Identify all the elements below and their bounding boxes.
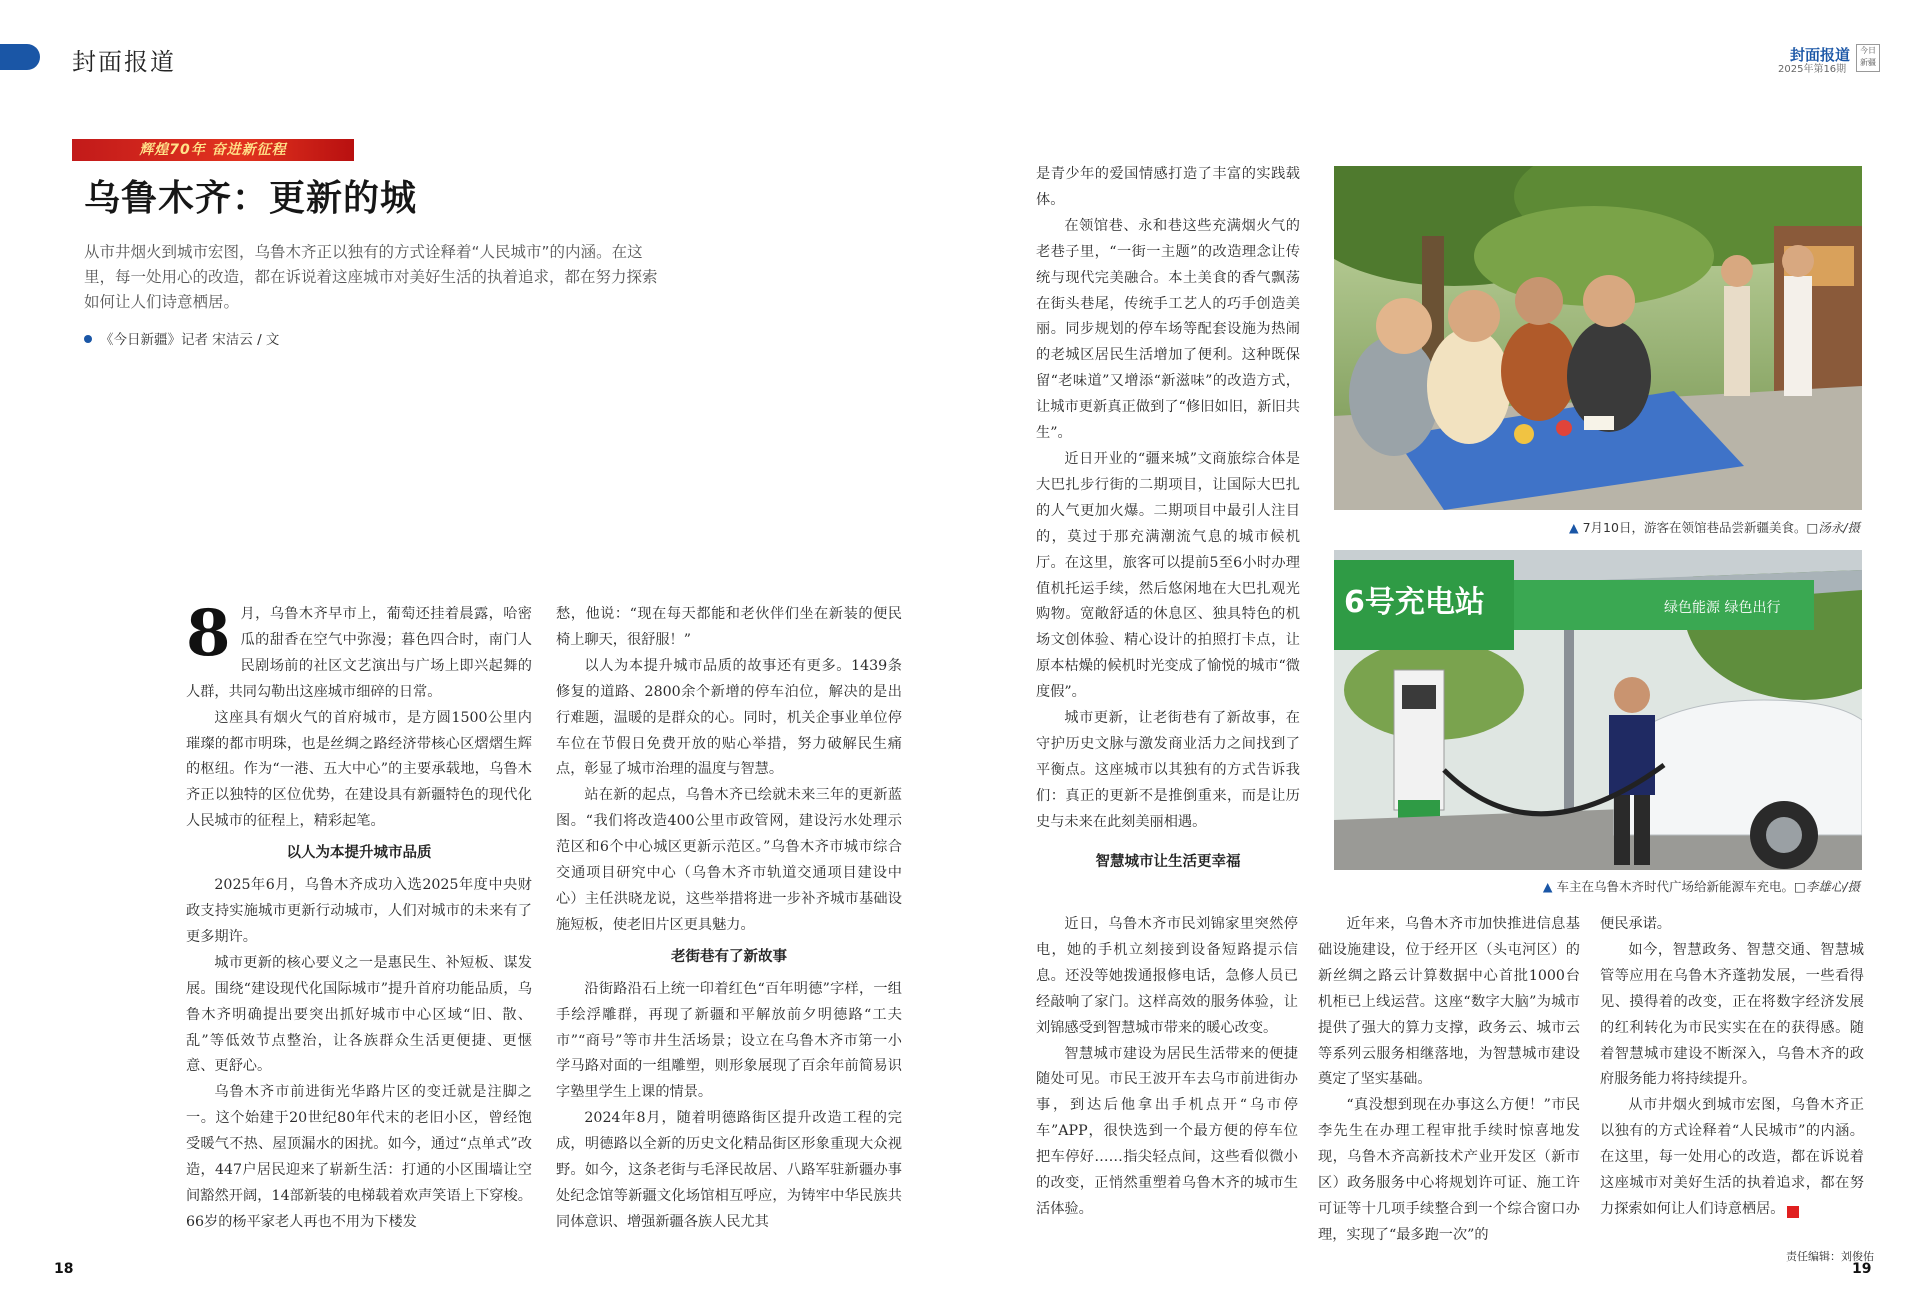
caption-text: 7月10日，游客在领馆巷品尝新疆美食。 [1582, 520, 1807, 535]
section-heading: 以人为本提升城市品质 [286, 845, 432, 862]
paragraph: 近日，乌鲁木齐市民刘锦家里突然停电，她的手机立刻接到设备短路提示信息。还没等她拨通报修电话，急修人员已经敲响了家门。这样高效的服务体验，让刘锦感受到智慧城市带来的暖心改变。 [1036, 916, 1298, 1036]
caption-triangle-icon: ▲ [1542, 879, 1553, 894]
section-heading: 老街巷有了新故事 [671, 948, 787, 965]
column-1 [186, 596, 532, 1236]
caption-text: 车主在乌鲁木齐时代广场给新能源车充电。 [1556, 879, 1794, 894]
paragraph: 愁，他说：“现在每天都能和老伙伴们坐在新装的便民椅上聊天，很舒服！” [556, 606, 902, 648]
paragraph: 近年来，乌鲁木齐市加快推进信息基础设施建设，位于经开区（头屯河区）的新丝绸之路云计算数据中心首批1000台机柜已上线运营。这座“数字大脑”为城市提供了强大的算力支撑，政务云、城市云等系列云服务相继落地，为智慧城市建设奠定了坚实基础。 [1318, 916, 1580, 1088]
column-5 [1318, 912, 1580, 1249]
paragraph-text: 从市井烟火到城市宏图，乌鲁木齐正以独有的方式诠释着“人民城市”的内涵。在这里，每一处用心的改造，都在诉说着这座城市对美好生活的执着追求，都在努力探索如何让人们诗意栖居。 [1600, 1097, 1864, 1217]
section-title-right: 封面报道 [1790, 46, 1851, 64]
charging-station-slogan: 绿色能源 绿色出行 [1664, 600, 1781, 616]
page-number-left: 18 [54, 1261, 74, 1277]
column-3 [1036, 162, 1300, 881]
paragraph: 城市更新的核心要义之一是惠民生、补短板、谋发展。围绕“建设现代化国际城市”提升首府功能品质，乌鲁木齐明确提出要突出抓好城市中心区域“旧、散、乱”等低效节点整治，让各族群众生活更便捷、更惬意、更舒心。 [186, 954, 532, 1075]
paragraph: 是青少年的爱国情感打造了丰富的实践载体。 [1036, 166, 1300, 208]
paragraph: 站在新的起点，乌鲁木齐已绘就未来三年的更新蓝图。“我们将改造400公里市政管网，建设污水处理示范区和6个中心城区更新示范区。”乌鲁木齐市城市综合交通项目研究中心（乌鲁木齐市轨道交通项目建设中心）主任洪晓龙说，这些举措将进一步补齐城市基础设施短板，使老旧片区更具魅力。 [556, 787, 902, 933]
paragraph [1600, 1093, 1864, 1223]
section-heading: 智慧城市让生活更幸福 [1095, 853, 1241, 870]
photo-caption-2 [1334, 877, 1860, 895]
paragraph: 近日开业的“疆来城”文商旅综合体是大巴扎步行街的二期项目，让国际大巴扎的人气更加火爆。二期项目中最引人注目的，莫过于那充满潮流气息的城市候机厅。在这里，旅客可以提前5至6小时办理值机托运手续，然后悠闲地在大巴扎观光购物。宽敞舒适的休息区、独具特色的机场文创体验、精心设计的拍照打卡点，让原本枯燥的候机时光变成了愉悦的城市“微度假”。 [1036, 450, 1300, 701]
caption-triangle-icon: ▲ [1568, 520, 1579, 535]
photo-street-food-image [1334, 166, 1862, 510]
paragraph: 沿街路沿石上统一印着红色“百年明德”字样，一组手绘浮雕群，再现了新疆和平解放前夕明德路“工夫市”“商号”等市井生活场景；设立在乌鲁木齐市第一小学马路对面的一组雕塑，则形象展现了百余年前简易识字塾里学生上课的情景。 [556, 980, 902, 1101]
paragraph: 乌鲁木齐市前进街光华路片区的变迁就是注脚之一。这个始建于20世纪80年代末的老旧小区，曾经饱受暖气不热、屋顶漏水的困扰。如今，通过“点单式”改造，447户居民迎来了崭新生活：打通的小区围墙让空间豁然开阔，14部新装的电梯载着欢声笑语上下穿梭。66岁的杨平家老人再也不用为下楼发 [186, 1084, 532, 1230]
article-title: 乌鲁木齐：更新的城 [84, 178, 418, 219]
section-tab-marker [0, 44, 40, 70]
paragraph: 城市更新，让老街巷有了新故事，在守护历史文脉与激发商业活力之间找到了平衡点。这座城市以其独有的方式告诉我们：真正的更新不是推倒重来，而是让历史与未来在此刻美丽相遇。 [1036, 710, 1300, 830]
paragraph: 如今，智慧政务、智慧交通、智慧城管等应用在乌鲁木齐蓬勃发展，一些看得见、摸得着的改变，正在将数字经济发展的红利转化为市民实实在在的获得感。随着智慧城市建设不断深入，乌鲁木齐的政府服务能力将持续提升。 [1600, 941, 1864, 1088]
drop-cap: 8 [186, 596, 231, 671]
photo-credit: □汤永/摄 [1806, 520, 1860, 535]
issue-label: 2025年第16期 [1778, 64, 1847, 75]
column-4 [1036, 912, 1298, 1223]
article-lead: 从市井烟火到城市宏图，乌鲁木齐正以独有的方式诠释着“人民城市”的内涵。在这里，每一处用心的改造，都在诉说着这座城市对美好生活的执着追求，都在努力探索如何让人们诗意栖居。 [84, 243, 658, 311]
paragraph: 智慧城市建设为居民生活带来的便捷随处可见。市民王波开车去乌市前进街办事，到达后他拿出手机点开“乌市停车”APP，很快选到一个最方便的停车位把车停好……指尖轻点间，这些看似微小的改变，正悄然重塑着乌鲁木齐的城市生活体验。 [1036, 1045, 1298, 1217]
paragraph: 便民承诺。 [1600, 916, 1671, 932]
responsible-editor: 责任编辑：刘俊佑 [1786, 1250, 1874, 1263]
column-6 [1600, 912, 1864, 1223]
page-number-right: 19 [1852, 1261, 1872, 1277]
photo-ev-charging [1334, 550, 1862, 870]
photo-ev-charging-image [1334, 550, 1862, 870]
paragraph: 在领馆巷、永和巷这些充满烟火气的老巷子里，“一街一主题”的改造理念让传统与现代完美融合。本土美食的香气飘荡在街头巷尾，传统手工艺人的巧手创造美丽。同步规划的停车场等配套设施为热闹的老城区居民生活增加了便利。这种既保留“老味道”又增添“新滋味”的改造方式，让城市更新真正做到了“修旧如旧，新旧共生”。 [1036, 217, 1300, 442]
photo-caption-1 [1334, 518, 1860, 536]
column-2 [556, 602, 902, 1236]
charging-station-sign: 6号充电站 [1344, 585, 1485, 620]
end-mark-icon: J [1787, 1206, 1799, 1218]
paragraph: 2025年6月，乌鲁木齐成功入选2025年度中央财政支持实施城市更新行动城市，人们对城市的未来有了更多期许。 [186, 877, 532, 945]
paragraph: 2024年8月，随着明德路街区提升改造工程的完成，明德路以全新的历史文化精品街区形象重现大众视野。如今，这条老街与毛泽民故居、八路军驻新疆办事处纪念馆等新疆文化场馆相互呼应，为铸牢中华民族共同体意识、增强新疆各族人民尤其 [556, 1110, 902, 1230]
section-title-left: 封面报道 [72, 48, 176, 76]
paragraph: 这座具有烟火气的首府城市，是方圆1500公里内璀璨的都市明珠，也是丝绸之路经济带核心区熠熠生辉的枢纽。作为“一港、五大中心”的主要承载地，乌鲁木齐正以独特的区位优势，在建设具有新疆特色的现代化人民城市的征程上，精彩起笔。 [186, 709, 532, 830]
paragraph-text: 月，乌鲁木齐早市上，葡萄还挂着晨露，哈密瓜的甜香在空气中弥漫；暮色四合时，南门人民剧场前的社区文艺演出与广场上即兴起舞的人群，共同勾勒出这座城市细碎的日常。 [186, 606, 532, 700]
byline-dot-icon [84, 335, 92, 343]
photo-credit: □李雄心/摄 [1793, 879, 1860, 894]
series-banner: 辉煌70年 奋进新征程 [72, 139, 354, 161]
magazine-logo: 今日新疆 [1856, 44, 1880, 72]
paragraph: “真没想到现在办事这么方便！”市民李先生在办理工程审批手续时惊喜地发现，乌鲁木齐高新技术产业开发区（新市区）政务服务中心将规划许可证、施工许可证等十几项手续整合到一个综合窗口办理，实现了“最多跑一次”的 [1318, 1097, 1580, 1243]
photo-street-food [1334, 166, 1862, 510]
byline [84, 328, 279, 348]
paragraph: 以人为本提升城市品质的故事还有更多。1439条修复的道路、2800余个新增的停车泊位，解决的是出行难题，温暖的是群众的心。同时，机关企事业单位停车位在节假日免费开放的贴心举措，努力破解民生痛点，彰显了城市治理的温度与智慧。 [556, 657, 902, 778]
paragraph [186, 596, 532, 706]
byline-text: 《今日新疆》记者 宋洁云 / 文 [100, 332, 280, 348]
